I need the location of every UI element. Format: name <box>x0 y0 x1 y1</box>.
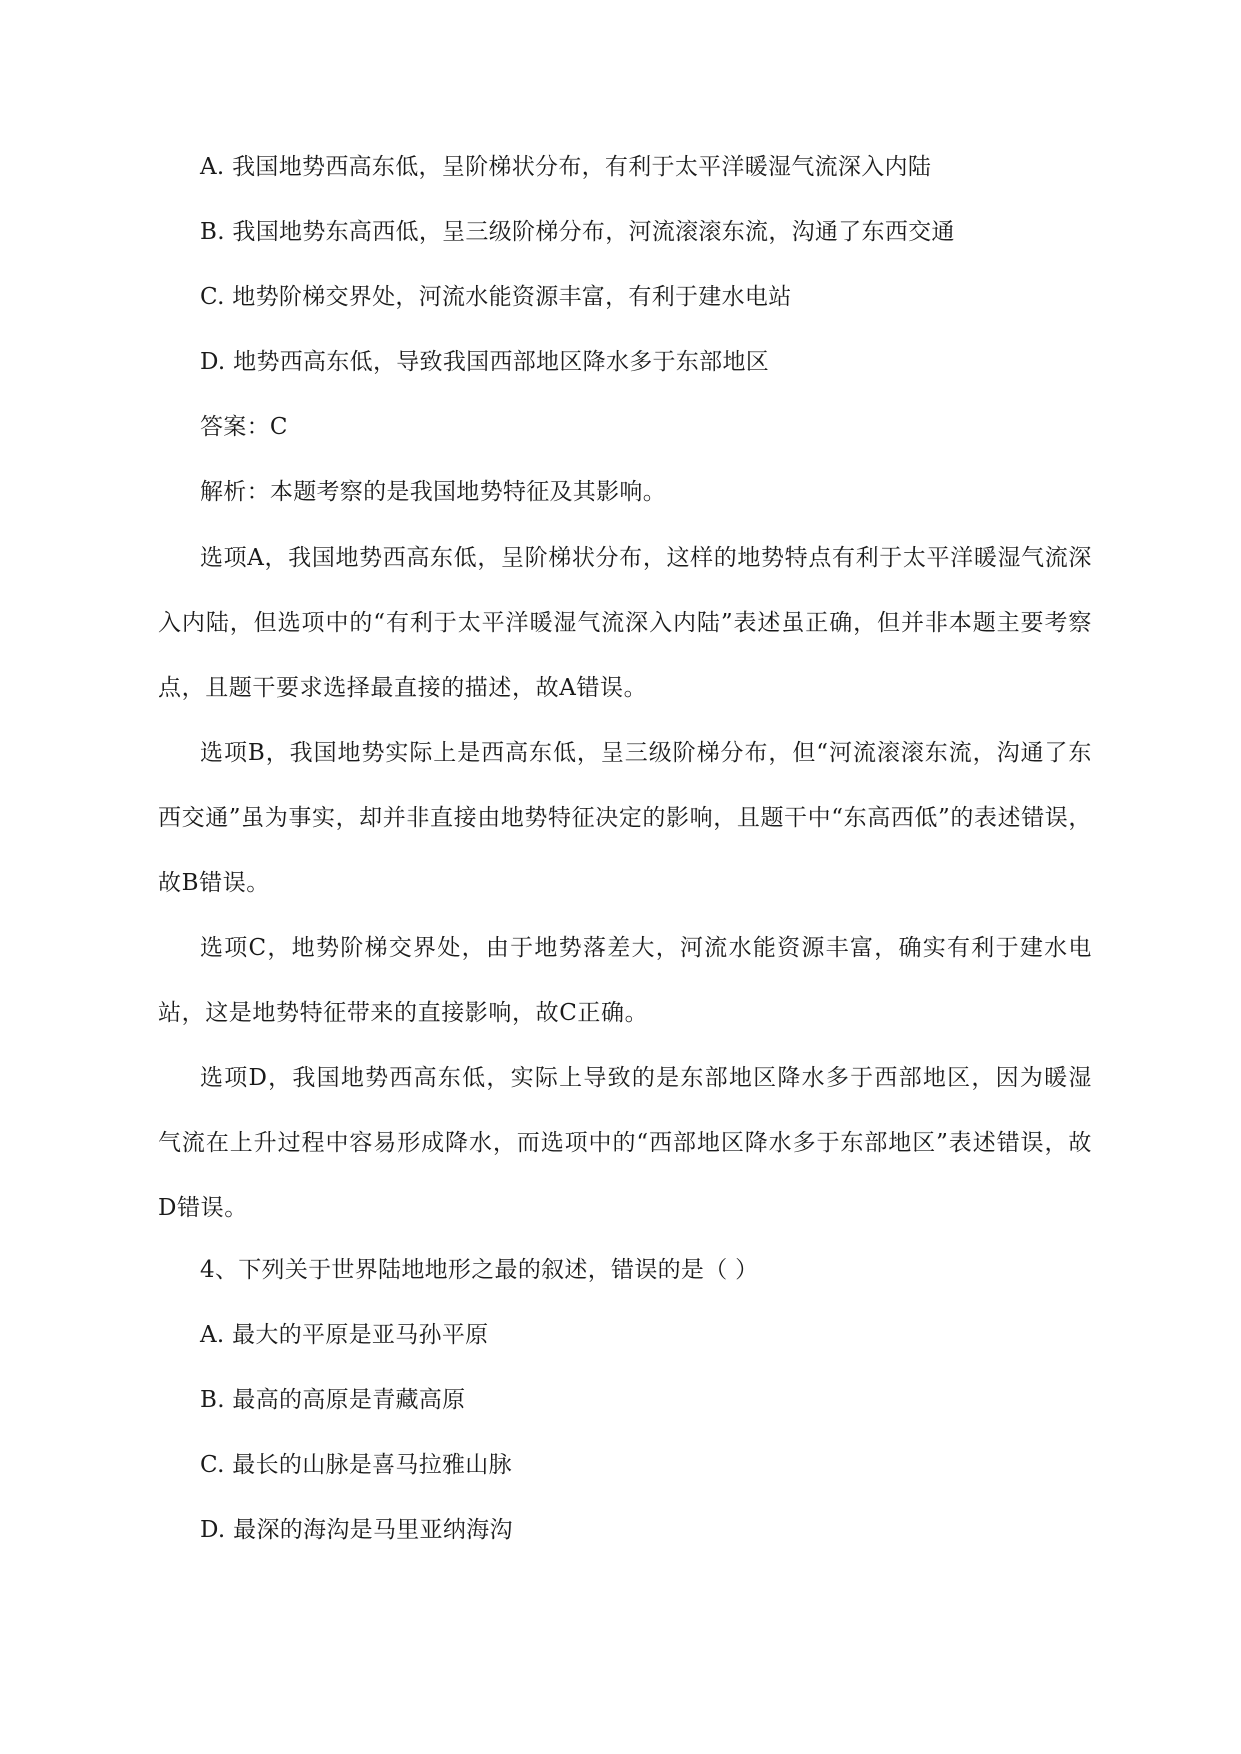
q3-answer: 答案：C <box>200 414 288 440</box>
analysis-paragraph-d: 选项D，我国地势西高东低，实际上导致的是东部地区降水多于西部地区，因为暖湿气流在上升过程中容易形成降水，而选项中的“西部地区降水多于东部地区”表述错误，故D错误。 <box>158 1065 1092 1221</box>
q3-option-b: B. 我国地势东高西低，呈三级阶梯分布，河流滚滚东流，沟通了东西交通 <box>200 219 955 245</box>
q4-stem: 4、下列关于世界陆地地形之最的叙述，错误的是（ ） <box>200 1257 759 1283</box>
q3-option-d: D. 地势西高东低，导致我国西部地区降水多于东部地区 <box>200 349 770 375</box>
analysis-paragraph-a: 选项A，我国地势西高东低，呈阶梯状分布，这样的地势特点有利于太平洋暖湿气流深入内陆，但选项中的“有利于太平洋暖湿气流深入内陆”表述虽正确，但并非本题主要考察点，且题干要求选择最直接的描述，故A错误。 <box>158 545 1092 701</box>
q4-option-b: B. 最高的高原是青藏高原 <box>200 1387 466 1413</box>
analysis-paragraph-b: 选项B，我国地势实际上是西高东低，呈三级阶梯分布，但“河流滚滚东流，沟通了东西交通”虽为事实，却并非直接由地势特征决定的影响，且题干中“东高西低”的表述错误，故B错误。 <box>158 740 1092 896</box>
q3-option-a: A. 我国地势西高东低，呈阶梯状分布，有利于太平洋暖湿气流深入内陆 <box>200 154 932 180</box>
q3-option-c: C. 地势阶梯交界处，河流水能资源丰富，有利于建水电站 <box>200 284 792 310</box>
q4-option-c: C. 最长的山脉是喜马拉雅山脉 <box>200 1452 512 1478</box>
q4-option-d: D. 最深的海沟是马里亚纳海沟 <box>200 1517 513 1543</box>
analysis-paragraph-c: 选项C，地势阶梯交界处，由于地势落差大，河流水能资源丰富，确实有利于建水电站，这是地势特征带来的直接影响，故C正确。 <box>158 935 1092 1026</box>
q4-option-a: A. 最大的平原是亚马孙平原 <box>200 1322 489 1348</box>
q3-analysis-intro: 解析：本题考察的是我国地势特征及其影响。 <box>200 479 666 505</box>
